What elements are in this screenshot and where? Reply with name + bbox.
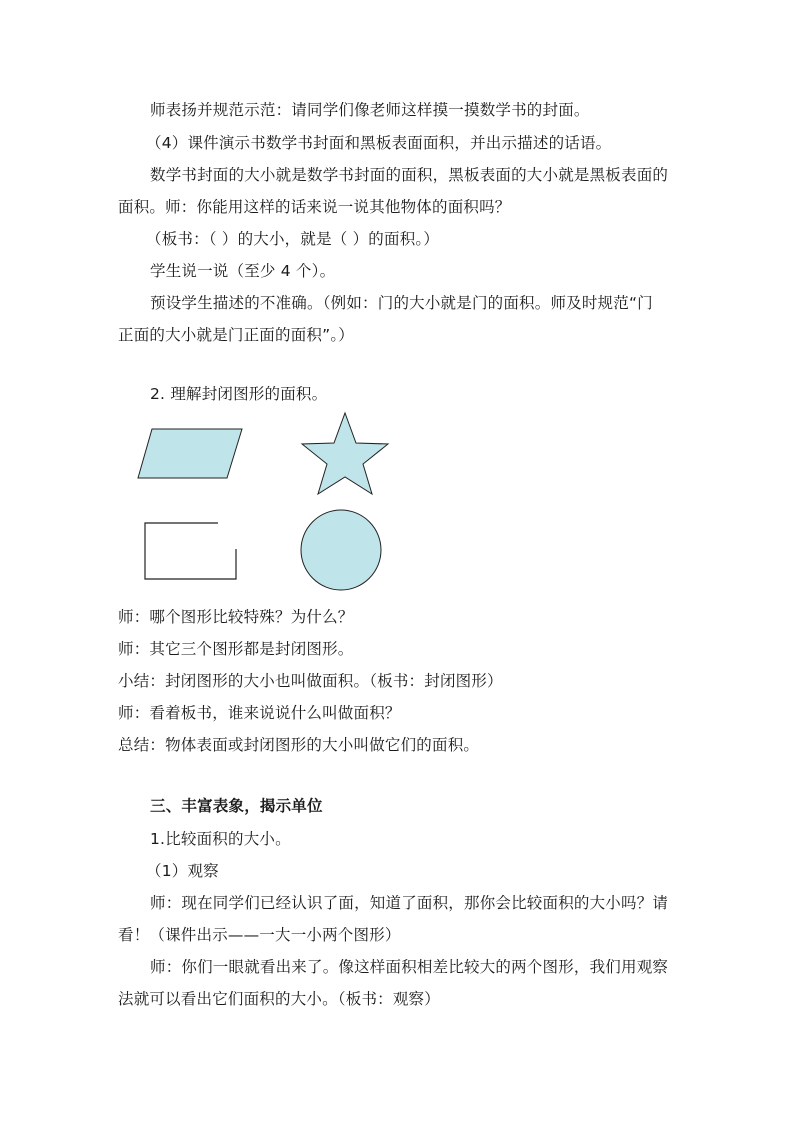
parallelogram-shape	[138, 429, 242, 478]
section-3-heading: 三、丰富表象，揭示单位	[150, 797, 323, 815]
open-rectangle-shape	[145, 523, 236, 579]
paragraph-line: 预设学生描述的不准确。（例如：门的大小就是门的面积。师及时规范“门	[150, 294, 653, 312]
paragraph-line: 师：哪个图形比较特殊？为什么？	[118, 608, 354, 626]
section-2-heading: 2. 理解封闭图形的面积。	[150, 385, 328, 403]
paragraph-line: 师：其它三个图形都是封闭图形。	[118, 640, 354, 658]
paragraph-line: （4）课件演示书数学书封面和黑板表面面积，并出示描述的话语。	[146, 134, 612, 152]
paragraph-line: （板书：（ ）的大小，就是（ ）的面积。）	[146, 230, 440, 248]
paragraph-line: 数学书封面的大小就是数学书封面的面积，黑板表面的大小就是黑板表面的	[150, 166, 669, 184]
circle-shape	[301, 510, 381, 590]
paragraph-line: 正面的大小就是门正面的面积”。）	[118, 326, 354, 344]
paragraph-line: （1）观察	[146, 862, 219, 880]
paragraph-line: 总结：物体表面或封闭图形的大小叫做它们的面积。	[118, 736, 480, 754]
paragraph-line: 师：现在同学们已经认识了面，知道了面积，那你会比较面积的大小吗？请	[150, 894, 669, 912]
paragraph-line: 师：看着板书，谁来说说什么叫做面积？	[118, 704, 401, 722]
paragraph-line: 1.比较面积的大小。	[150, 830, 291, 848]
paragraph-line: 面积。师：你能用这样的话来说一说其他物体的面积吗？	[118, 198, 511, 216]
paragraph-line: 师：你们一眼就看出来了。像这样面积相差比较大的两个图形，我们用观察	[150, 958, 669, 976]
paragraph-line: 看！（课件出示——一大一小两个图形）	[118, 926, 401, 944]
paragraph-line: 师表扬并规范示范：请同学们像老师这样摸一摸数学书的封面。	[150, 101, 590, 119]
star-shape	[302, 413, 388, 494]
paragraph-line: 法就可以看出它们面积的大小。（板书：观察）	[118, 990, 440, 1008]
paragraph-line: 小结：封闭图形的大小也叫做面积。（板书：封闭图形）	[118, 672, 503, 690]
paragraph-line: 学生说一说（至少 4 个）。	[150, 262, 336, 280]
